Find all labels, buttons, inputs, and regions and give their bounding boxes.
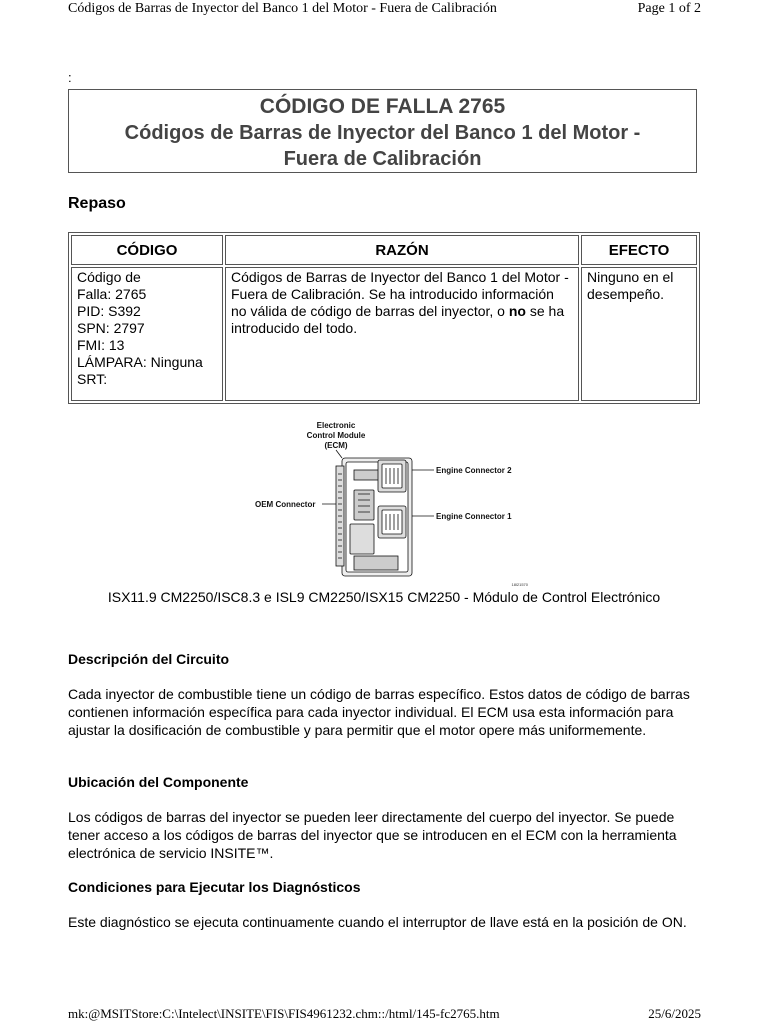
fault-subtitle-line2: Fuera de Calibración xyxy=(283,148,482,170)
table-row xyxy=(71,267,697,401)
section-paragraph: Los códigos de barras del inyector se pueden leer directamente del cuerpo del inyector. Se puede tener acceso a los códigos de barras del inyector que se introducen en el ECM con la herramienta electrónica de servicio INSITE™. xyxy=(68,809,677,861)
engine-connector-2-label: Engine Connector 2 xyxy=(436,466,512,475)
fault-code-title: CÓDIGO DE FALLA 2765 xyxy=(259,95,506,118)
razon-emphasis: no xyxy=(508,303,526,319)
print-date: 25/6/2025 xyxy=(648,1006,701,1021)
fault-subtitle-line1: Códigos de Barras de Inyector del Banco 1 del Motor - xyxy=(124,122,641,144)
section-circuit-description xyxy=(68,650,700,739)
table-header-row xyxy=(71,235,697,265)
figure-ref-number: 18l21570 xyxy=(511,582,528,587)
section-heading-repaso: Repaso xyxy=(68,195,126,212)
colon-mark: : xyxy=(68,70,72,85)
engine-connector-1-label: Engine Connector 1 xyxy=(436,512,512,521)
title-box xyxy=(68,89,697,173)
source-path: mk:@MSITStore:C:\Intelect\INSITE\FIS\FIS4961232.chm::/html/145-fc2765.htm xyxy=(68,1006,500,1021)
section-paragraph: Este diagnóstico se ejecuta continuamente cuando el interruptor de llave está en la posición de ON. xyxy=(68,914,687,930)
codigo-line: LÁMPARA: Ninguna xyxy=(77,354,203,370)
section-diagnostic-conditions xyxy=(68,878,700,931)
figure-caption: ISX11.9 CM2250/ISC8.3 e ISL9 CM2250/ISX15 CM2250 - Módulo de Control Electrónico xyxy=(107,589,661,605)
print-footer xyxy=(68,1006,701,1022)
ecm-diagram xyxy=(250,418,530,588)
codigo-line: SRT: xyxy=(77,371,108,387)
fault-code-table xyxy=(68,232,700,404)
section-paragraph: Cada inyector de combustible tiene un código de barras específico. Estos datos de código de barras contienen información específica para cada inyector individual. El ECM usa esta información para ajustar la dosificación de combustible y para permitir que el motor opere más uniformemente. xyxy=(68,686,690,738)
ecm-leader-line xyxy=(336,450,342,458)
cell-razon xyxy=(225,267,579,401)
ecm-label-line2: Control Module xyxy=(306,431,366,440)
column-header-codigo: CÓDIGO xyxy=(71,235,223,265)
codigo-line: FMI: 13 xyxy=(77,337,125,353)
section-heading: Descripción del Circuito xyxy=(68,651,230,667)
ecm-label-line1: Electronic xyxy=(316,421,356,430)
print-header xyxy=(68,0,701,18)
oem-connector-label: OEM Connector xyxy=(255,500,316,509)
page-number: Page 1 of 2 xyxy=(637,1,701,16)
codigo-line: Falla: 2765 xyxy=(77,286,147,302)
column-header-efecto: EFECTO xyxy=(581,235,697,265)
razon-text: Códigos de Barras de Inyector del Banco 1 del Motor - Fuera de Calibración. Se ha introducido información no válida de código de barras del inyector, o xyxy=(231,269,569,319)
cell-codigo xyxy=(71,267,223,401)
codigo-line: SPN: 2797 xyxy=(77,320,145,336)
ecm-label-line3: (ECM) xyxy=(324,441,348,450)
ecm-module-drawing xyxy=(336,458,412,576)
section-heading: Ubicación del Componente xyxy=(68,774,249,790)
codigo-line: Código de xyxy=(77,269,141,285)
section-heading: Condiciones para Ejecutar los Diagnósticos xyxy=(68,879,361,895)
section-component-location xyxy=(68,773,700,862)
cell-efecto: Ninguno en el desempeño. xyxy=(581,267,697,401)
print-header-title: Códigos de Barras de Inyector del Banco 1 del Motor - Fuera de Calibración xyxy=(68,1,497,16)
razon-text-end: se ha introducido del todo. xyxy=(231,303,565,336)
codigo-line: PID: S392 xyxy=(77,303,141,319)
column-header-razon: RAZÓN xyxy=(225,235,579,265)
